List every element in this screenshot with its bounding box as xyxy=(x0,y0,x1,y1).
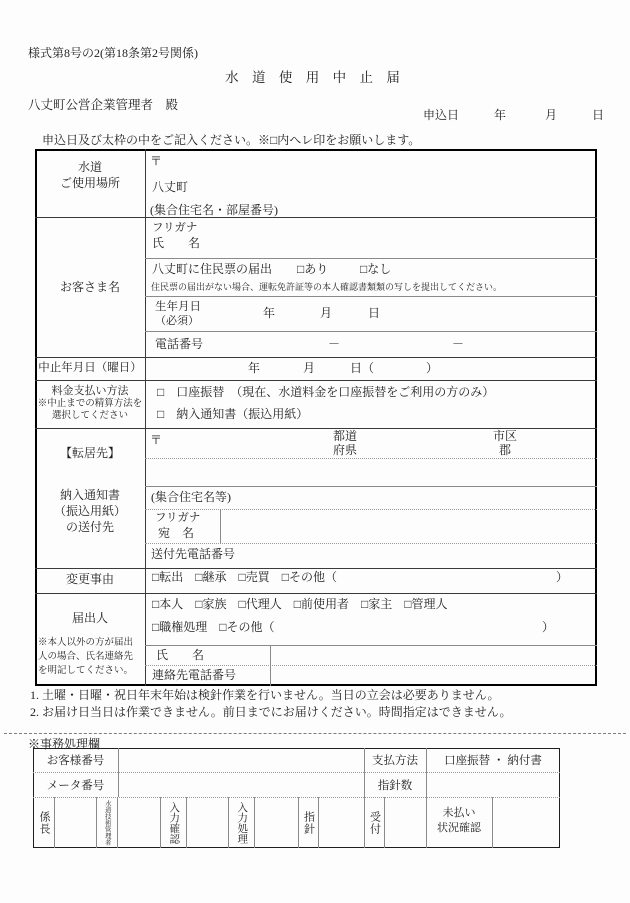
office-approval-engineer-cell xyxy=(96,797,117,848)
forwarding-section-label3: （振込用紙） xyxy=(53,504,126,518)
fill-instruction: 申込日及び太枠の中をご記入ください。※□内へレ印をお願いします。 xyxy=(42,133,421,147)
divider xyxy=(35,593,597,594)
phone-dash2: － xyxy=(452,337,465,351)
divider xyxy=(4,733,626,734)
divider xyxy=(117,797,118,848)
office-customer-number-label: お客様番号 xyxy=(46,755,105,767)
forward-phone-label: 送付先電話番号 xyxy=(151,547,236,561)
notifier-label: 届出人 xyxy=(71,611,108,625)
notifier-note3: を明記してください。 xyxy=(38,666,134,676)
apply-date-day-label: 日 xyxy=(592,108,605,122)
forward-city-label2: 郡 xyxy=(499,443,512,457)
notifier-options-line2: □職権処理 □その他（ xyxy=(152,620,275,634)
notifier-note2: 人の場合、氏名連絡先 xyxy=(38,652,134,662)
office-approval-engineer-label: 水道技術管理者 xyxy=(103,799,111,846)
resident-registry-no-checkbox: □なし xyxy=(360,262,392,276)
divider xyxy=(145,509,597,510)
apply-date-month-label: 月 xyxy=(545,108,558,122)
divider xyxy=(145,258,597,259)
divider xyxy=(118,748,119,797)
forward-addressee-label: 宛 名 xyxy=(158,526,195,540)
divider xyxy=(145,331,597,332)
footnote-1: 1. 土曜・日曜・祝日年末年始は検針作業を行いません。当日の立会は必要ありません。 xyxy=(30,688,500,702)
forwarding-section-label2: 納入通知書 xyxy=(59,488,120,502)
forward-postal-mark: 〒 xyxy=(150,433,163,447)
resident-registry-label: 八丈町に住民票の届出 xyxy=(152,262,273,276)
birthdate-month-label: 月 xyxy=(320,306,333,320)
birthdate-year-label: 年 xyxy=(263,306,276,320)
divider xyxy=(145,543,597,544)
postal-mark: 〒 xyxy=(150,154,163,168)
stop-date-day-label: 日（ xyxy=(350,361,375,375)
office-reading-cell xyxy=(298,797,318,848)
stop-date-weekday-close: ） xyxy=(426,361,439,375)
change-reason-close: ） xyxy=(556,570,569,584)
notifier-note1: ※本人以外の方が届出 xyxy=(38,638,134,648)
page-title: 水 道 使 用 中 止 届 xyxy=(225,70,405,85)
stop-date-label: 中止年月日（曜日） xyxy=(38,362,142,374)
birthdate-required-label: （必須） xyxy=(155,315,199,327)
resident-registry-note: 住民票の届出がない場合、運転免許証等の本人確認書類類の写しを提出してください。 xyxy=(151,282,503,292)
usage-place-town: 八丈町 xyxy=(152,180,189,194)
birthdate-label: 生年月日 xyxy=(155,301,201,313)
divider xyxy=(145,645,597,646)
change-reason-label: 変更事由 xyxy=(65,572,114,586)
form-number: 様式第8号の2(第18条第2号関係) xyxy=(28,46,198,60)
footnote-2: 2. お届け日当日は作業できません。前日までにお届けください。時間指定はできません。 xyxy=(30,705,512,719)
office-reading-stamp-label: 指針 xyxy=(302,810,315,835)
usage-place-label2: ご使用場所 xyxy=(59,176,120,190)
forward-prefecture-label2: 府県 xyxy=(333,443,358,457)
office-input-check-label: 入力確認 xyxy=(168,801,180,844)
usage-place-building-label: (集合住宅名・部屋番号) xyxy=(150,203,278,217)
addressee: 八丈町公営企業管理者 殿 xyxy=(28,98,179,112)
office-meter-reading-label: 指針数 xyxy=(377,780,413,792)
office-approval-chief-label: 係長 xyxy=(38,810,50,835)
office-unpaid-check-label2: 状況確認 xyxy=(437,822,481,834)
notifier-phone-label: 連絡先電話番号 xyxy=(152,668,237,682)
divider xyxy=(54,797,55,848)
office-meter-number-label: メータ番号 xyxy=(46,780,105,792)
forwarding-section-label: 【転居先】 xyxy=(59,446,120,460)
forward-prefecture-label1: 都道 xyxy=(333,429,358,443)
customer-name-section-label: お客さま名 xyxy=(59,280,120,294)
usage-place-label: 水道 xyxy=(77,160,102,174)
divider xyxy=(35,568,597,569)
notifier-options-line1: □本人 □家族 □代理人 □前使用者 □家主 □管理人 xyxy=(152,597,448,611)
office-approval-chief-cell xyxy=(33,797,54,848)
divider xyxy=(492,797,493,848)
divider xyxy=(145,149,146,686)
forward-building-label: (集合住宅名等) xyxy=(151,490,231,504)
divider xyxy=(384,797,385,848)
apply-date-label: 申込日 xyxy=(423,108,460,122)
change-reason-options: □転出 □継承 □売買 □その他（ xyxy=(152,570,337,584)
divider xyxy=(220,509,221,543)
notifier-options-close: ） xyxy=(542,620,555,634)
customer-furigana-label: フリガナ xyxy=(152,222,198,234)
divider xyxy=(33,772,560,773)
office-reception-label: 受付 xyxy=(368,810,381,835)
resident-registry-yes-checkbox: □あり xyxy=(297,262,329,276)
divider xyxy=(145,665,597,666)
payment-method-note1: ※中止までの精算方法を xyxy=(37,399,143,409)
office-payment-method-value: 口座振替 ・ 納付書 xyxy=(444,755,542,767)
divider xyxy=(145,486,597,487)
office-input-process-cell xyxy=(228,797,254,848)
payment-method-note2: 選択してください xyxy=(51,411,128,421)
stop-date-year-label: 年 xyxy=(248,361,261,375)
birthdate-day-label: 日 xyxy=(368,306,381,320)
office-unpaid-check-label1: 未払い xyxy=(442,807,476,819)
payment-option-payment-slip-checkbox: □ 納入通知書（振込用紙） xyxy=(157,407,309,421)
forward-furigana-label: フリガナ xyxy=(155,512,201,524)
customer-name-label: 氏 名 xyxy=(152,236,201,250)
divider xyxy=(35,217,597,218)
office-input-process-label: 入力処理 xyxy=(236,801,248,844)
apply-date-year-label: 年 xyxy=(494,108,507,122)
payment-method-label: 料金支払い方法 xyxy=(51,385,129,397)
office-input-check-cell xyxy=(160,797,186,848)
stop-date-month-label: 月 xyxy=(303,361,316,375)
divider xyxy=(254,797,255,848)
divider xyxy=(145,458,597,459)
phone-label: 電話番号 xyxy=(155,337,204,351)
office-reception-cell xyxy=(364,797,384,848)
office-section-label: ※事務処理欄 xyxy=(28,737,101,751)
forward-city-label1: 市区 xyxy=(493,429,518,443)
office-payment-method-label: 支払方法 xyxy=(372,755,418,767)
divider xyxy=(270,645,271,686)
divider xyxy=(318,797,319,848)
phone-dash1: － xyxy=(328,337,341,351)
divider xyxy=(186,797,187,848)
divider xyxy=(35,380,597,381)
payment-option-bank-transfer-checkbox: □ 口座振替 （現在、水道料金を口座振替をご利用の方のみ） xyxy=(157,385,495,399)
forwarding-section-label4: の送付先 xyxy=(65,520,114,534)
divider xyxy=(35,357,597,358)
divider xyxy=(145,296,597,297)
notifier-name-label: 氏 名 xyxy=(156,648,205,662)
